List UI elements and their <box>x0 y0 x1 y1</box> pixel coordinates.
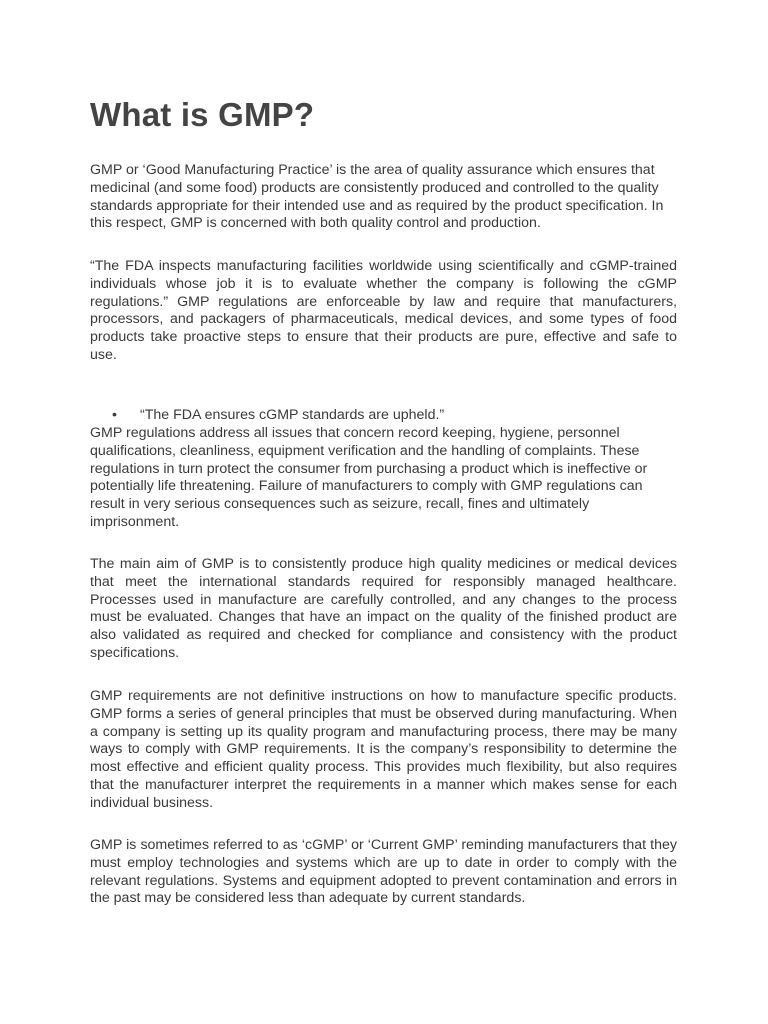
bullet-text: “The FDA ensures cGMP standards are upheld.” <box>140 407 445 423</box>
bullet-item <box>112 407 444 425</box>
paragraph-regulations-scope: GMP regulations address all issues that concern record keeping, hygiene, personnel qualifications, cleanliness, equipment verification and the handling of complaints. These regulations in turn protect the consumer from purchasing a product which is ineffective or potentially life threatening. Failure of manufacturers to comply with GMP regulations can result in very serious consequences such as seizure, recall, fines and ultimately imprisonment. <box>90 425 648 530</box>
paragraph-requirements: GMP requirements are not definitive instructions on how to manufacture specific products. GMP forms a series of general principles that must be observed during manufacturing. When a company is setting up its quality program and manufacturing process, there may be many ways to comply with GMP requirements. It is the company’s responsibility to determine the most effective and efficient quality process. This provides much flexibility, but also requires that the manufacturer interpret the requirements in a manner which makes sense for each individual business. <box>90 688 677 811</box>
bullet-dot-icon: • <box>112 407 117 423</box>
paragraph-definition: GMP or ‘Good Manufacturing Practice’ is the area of quality assurance which ensures that medicinal (and some food) products are consistently produced and controlled to the quality standards appropriate for their intended use and as required by the product specification. In this respect, GMP is concerned with both quality control and production. <box>90 162 664 232</box>
paragraph-fda-inspection: “The FDA inspects manufacturing facilities worldwide using scientifically and cGMP-trained individuals whose job it is to evaluate whether the company is following the cGMP regulations.” GMP regulations are enforceable by law and require that manufacturers, processors, and packagers of pharmaceuticals, medical devices, and some types of food products take proactive steps to ensure that their products are pure, effective and safe to use. <box>90 258 677 363</box>
paragraph-cgmp: GMP is sometimes referred to as ‘cGMP’ or ‘Current GMP’ reminding manufacturers that they must employ technologies and systems which are up to date in order to comply with the relevant regulations. Systems and equipment adopted to prevent contamination and errors in the past may be considered less than adequate by current standards. <box>90 837 677 907</box>
paragraph-main-aim: The main aim of GMP is to consistently produce high quality medicines or medical devices that meet the international standards required for responsibly managed healthcare. Processes used in manufacture are carefully controlled, and any changes to the process must be evaluated. Changes that have an impact on the quality of the finished product are also validated as required and checked for compliance and consistency with the product specifications. <box>90 556 677 661</box>
page-title: What is GMP? <box>90 96 315 133</box>
